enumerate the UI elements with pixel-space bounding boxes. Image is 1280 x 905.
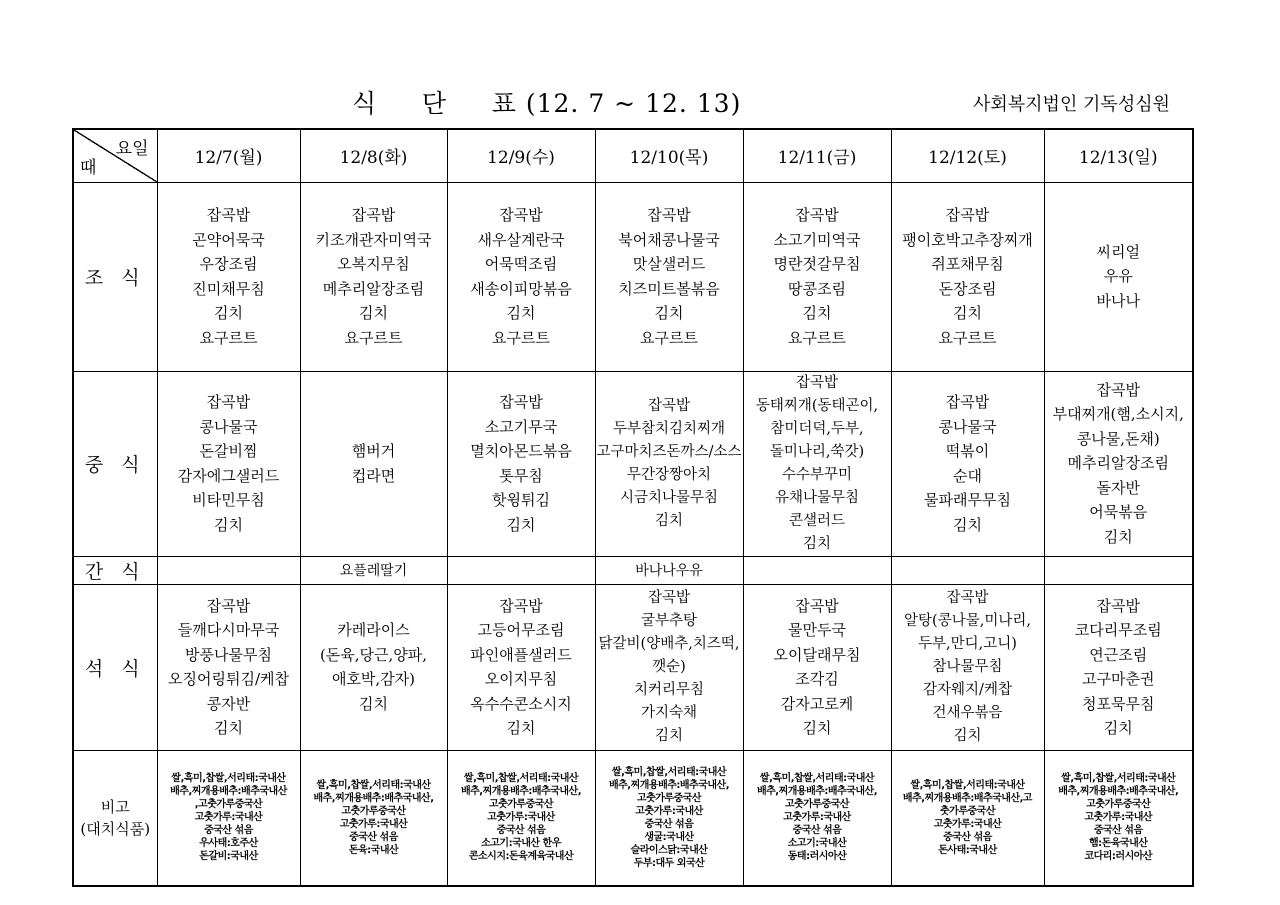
origin-note: 코다리:러시아산 — [1084, 851, 1153, 863]
date-header: 12/12(토) — [891, 129, 1044, 182]
menu-item: 김치 — [214, 304, 243, 322]
menu-item: 고구마춘권 — [1082, 670, 1155, 688]
snack-cell: 바나나우유 — [595, 556, 743, 584]
menu-item: 잡곡밥 — [795, 596, 839, 615]
menu-item: 땅콩조림 — [788, 279, 846, 298]
menu-cell — [1044, 584, 1193, 750]
menu-item: 어묵떡조림 — [484, 255, 558, 273]
origin-note: 소고기:국내산 한우 — [481, 838, 561, 850]
origin-note: 쌀,흑미,찹쌀,서리태:국내산 — [759, 773, 875, 785]
menu-item: 김치 — [802, 719, 832, 737]
origin-note: 두부:대두 외국산 — [633, 857, 705, 869]
origin-note: 고춧가루:국내산 — [933, 818, 1002, 830]
menu-item: 잡곡밥 — [945, 206, 990, 224]
menu-cell — [891, 371, 1044, 556]
origin-note-cell — [157, 750, 300, 886]
menu-item: 두부참치김치찌개 — [612, 420, 726, 437]
menu-item: 비타민무침 — [192, 491, 265, 509]
menu-item: 키조개관자미역국 — [315, 230, 432, 249]
meal-schedule-table — [72, 128, 1194, 887]
date-header: 12/10(목) — [595, 129, 743, 182]
origin-note: 햄:돈육국내산 — [1089, 838, 1148, 850]
menu-item: 콘샐러드 — [788, 512, 846, 529]
menu-item: 코다리무조림 — [1074, 621, 1162, 639]
menu-item: 잡곡밥 — [499, 596, 543, 615]
origin-note: 돈육:국내산 — [348, 844, 399, 856]
menu-item: 김치 — [359, 304, 388, 322]
menu-item: 어묵볶음 — [1089, 503, 1148, 522]
menu-item: 고등어무조림 — [477, 621, 565, 639]
menu-item: 진미채무침 — [192, 279, 265, 298]
menu-item: 돌자반 — [1096, 478, 1140, 497]
menu-item: 김치 — [1103, 527, 1133, 546]
menu-cell — [1044, 371, 1193, 556]
menu-cell — [447, 371, 595, 556]
menu-item: 잡곡밥 — [795, 374, 839, 391]
menu-item: 김치 — [802, 535, 831, 552]
menu-item: 가지숙채 — [640, 704, 698, 721]
date-header: 12/11(금) — [743, 129, 891, 182]
menu-item: 새우살계란국 — [477, 230, 565, 249]
menu-cell — [891, 182, 1044, 371]
page-title: 식 단 표 (12. 7 ~ 12. 13) — [352, 89, 742, 118]
menu-item: 바나나 — [1096, 291, 1140, 310]
menu-item: 청포묵무침 — [1082, 694, 1155, 713]
date-header: 12/13(일) — [1044, 129, 1193, 182]
menu-item: 돈장조림 — [938, 279, 997, 298]
menu-item: 우유 — [1103, 267, 1133, 286]
menu-cell — [595, 584, 743, 750]
menu-item: 치커리무침 — [633, 681, 705, 698]
origin-note: 고춧가루:국내산 — [487, 812, 555, 824]
menu-item: 닭갈비(양배추,치즈떡,깻순) — [598, 635, 740, 675]
notes-label-title: 비고 — [100, 797, 130, 816]
origin-note: 쌀,흑미,찹쌀,서리태:국내산 — [611, 766, 727, 778]
menu-item: 곤약어묵국 — [192, 230, 265, 249]
menu-item: 김치 — [953, 727, 982, 744]
menu-cell — [743, 182, 891, 371]
origin-note: 중국산 섞음 — [496, 825, 546, 837]
origin-note: 소고기:국내산 — [787, 838, 847, 850]
organization-name: 사회복지법인 기독성심원 — [973, 94, 1170, 115]
snack-cell — [157, 556, 300, 584]
menu-item: 메추리알장조림 — [1067, 454, 1169, 473]
origin-note: 중국산 섞음 — [792, 825, 842, 837]
origin-note: 배추,찌개용배추:배추국내산, — [756, 786, 878, 798]
menu-item: 잡곡밥 — [499, 206, 543, 224]
menu-item: 참나물무침 — [932, 658, 1003, 675]
origin-note: 쌀,흑미,찹쌀,서리태:국내산 — [910, 779, 1025, 791]
menu-item: 오이달래무침 — [773, 645, 861, 664]
origin-note: 동태:러시아산 — [787, 851, 847, 863]
menu-item: 요구르트 — [938, 328, 997, 347]
corner-cell — [73, 129, 157, 182]
origin-note: 슬라이스닭:국내산 — [630, 844, 708, 856]
breakfast-row — [73, 182, 1193, 371]
origin-note-cell — [891, 750, 1044, 886]
menu-item: 콩나물국 — [938, 417, 997, 436]
menu-cell — [300, 584, 447, 750]
menu-item: 햄버거 — [351, 442, 396, 460]
snack-row — [73, 556, 1193, 584]
origin-note-cell — [300, 750, 447, 886]
notes-label — [73, 750, 157, 886]
menu-item: 잡곡밥 — [946, 589, 989, 606]
origin-note: 고춧가루중국산 — [488, 799, 554, 811]
menu-cell — [891, 584, 1044, 750]
notes-label-subtitle: (대치식품) — [80, 819, 151, 838]
origin-note: 쌀,흑미,찹쌀,서리태:국내산 — [1061, 773, 1176, 785]
menu-cell — [595, 182, 743, 371]
menu-item: 컵라면 — [351, 466, 396, 485]
menu-item: 감자웨지/케찹 — [923, 681, 1012, 698]
origin-note: 중국산 섞음 — [204, 825, 253, 837]
origin-note: 고춧가루중국산 — [636, 792, 702, 804]
origin-note: 배추,찌개용배추:배추국내산, — [608, 779, 730, 791]
menu-cell — [157, 182, 300, 371]
date-header: 12/9(수) — [447, 129, 595, 182]
menu-item: 잡곡밥 — [647, 206, 691, 224]
menu-item: 김치 — [506, 719, 536, 737]
origin-note: 쌀,흑미,찹쌀,서리태:국내산 — [316, 779, 431, 791]
origin-note: 고춧가루:국내산 — [783, 812, 851, 824]
menu-item: 감자고로케 — [780, 694, 854, 713]
origin-note: 중국산 섞음 — [1093, 825, 1143, 837]
menu-item: 조각김 — [795, 670, 839, 688]
origin-note: 춧가루중국산 — [940, 805, 995, 817]
menu-cell — [743, 584, 891, 750]
menu-cell — [595, 371, 743, 556]
menu-item: 요구르트 — [199, 328, 258, 347]
menu-item: 잡곡밥 — [206, 596, 251, 615]
menu-item: 들깨다시마무국 — [177, 621, 280, 639]
menu-item: 맛살샐러드 — [632, 255, 706, 273]
breakfast-label: 조 식 — [73, 182, 157, 371]
menu-item: 요구르트 — [492, 328, 550, 347]
date-header: 12/7(월) — [157, 129, 300, 182]
origin-note: 돈사태:국내산 — [938, 844, 997, 856]
menu-item: 떡볶이 — [945, 442, 990, 460]
origin-note: 배추,찌개용배추:배추국내산, — [460, 786, 582, 798]
origin-note: 우사태:호주산 — [199, 838, 258, 850]
lunch-label: 중 식 — [73, 371, 157, 556]
menu-item: 카레라이스 — [337, 621, 410, 639]
corner-meal-label: 때 — [80, 157, 97, 178]
origin-note: 고춧가루중국산 — [341, 805, 406, 817]
origin-note: 배추,찌개용배추:배추국내산, — [313, 792, 434, 804]
origin-note: 쌀,흑미,찹쌀,서리태:국내산 — [171, 773, 286, 785]
dinner-row — [73, 584, 1193, 750]
menu-item: 소고기미역국 — [773, 230, 861, 249]
origin-note: 고춧가루:국내산 — [339, 818, 408, 830]
date-header: 12/8(화) — [300, 129, 447, 182]
menu-item: 굴부추탕 — [640, 612, 698, 629]
origin-note: 고춧가루:국내산 — [194, 812, 263, 824]
menu-item: 씨리얼 — [1096, 242, 1140, 261]
menu-item: 시금치나물무침 — [619, 489, 719, 506]
menu-item: 김치 — [953, 304, 982, 322]
menu-cell — [157, 584, 300, 750]
menu-item: 김치 — [214, 719, 243, 737]
menu-item: 건새우볶음 — [932, 704, 1003, 721]
menu-item: 잡곡밥 — [647, 589, 691, 606]
menu-item: 콩자반 — [206, 694, 251, 713]
menu-item: 순대 — [953, 466, 982, 485]
origin-note: ,고춧가루중국산 — [194, 799, 263, 811]
menu-item: 돈갈비찜 — [199, 442, 258, 460]
menu-item: 방풍나물무침 — [185, 645, 272, 664]
menu-item: 김치 — [953, 515, 982, 534]
menu-cell — [447, 182, 595, 371]
menu-item: 잡곡밥 — [206, 206, 251, 224]
origin-note: 쌀,흑미,찹쌀,서리태:국내산 — [463, 773, 579, 785]
menu-cell — [1044, 182, 1193, 371]
menu-item: 오징어링튀김/케찹 — [168, 670, 289, 688]
menu-item: 잡곡밥 — [206, 393, 251, 411]
menu-item: 우장조림 — [199, 255, 258, 273]
menu-item: 콩나물국 — [199, 417, 258, 436]
menu-item: 김치 — [654, 727, 683, 744]
menu-item: 김치 — [654, 304, 684, 322]
menu-item: 부대찌개(햄,소시지,콩나물,돈채) — [1052, 405, 1184, 448]
menu-item: 요구르트 — [344, 328, 403, 347]
origin-note: 배추,찌개용배추:배추국내산, — [1058, 786, 1179, 798]
origin-note-cell — [743, 750, 891, 886]
snack-cell — [1044, 556, 1193, 584]
menu-item: 북어채콩나물국 — [618, 230, 720, 249]
menu-item: 오이지무침 — [484, 670, 558, 688]
menu-item: 연근조림 — [1089, 645, 1148, 664]
origin-note: 중국산 섞음 — [349, 831, 398, 843]
menu-item: 김치 — [506, 304, 536, 322]
menu-cell — [300, 182, 447, 371]
menu-item: 물파래무무침 — [924, 491, 1011, 509]
menu-item: 잡곡밥 — [945, 393, 990, 411]
origin-note: 콘소시지:돈육계육국내산 — [468, 851, 574, 863]
menu-item: 팽이호박고추장찌개 — [902, 230, 1033, 249]
menu-item: 옥수수콘소시지 — [470, 694, 572, 713]
menu-item: 잡곡밥 — [1096, 596, 1140, 615]
snack-cell — [891, 556, 1044, 584]
menu-item: 메추리알장조림 — [322, 279, 425, 298]
menu-item: 새송이피망볶음 — [470, 279, 572, 298]
origin-note: 돈갈비:국내산 — [199, 851, 258, 863]
menu-item: 잡곡밥 — [499, 393, 543, 411]
menu-item: 유채나물무침 — [774, 489, 860, 506]
origin-note: 배추,찌개용배추:배추국내산 — [170, 786, 287, 798]
menu-item: 요구르트 — [640, 328, 698, 347]
snack-cell: 요플레딸기 — [300, 556, 447, 584]
menu-item: 수수부꾸미 — [781, 466, 853, 483]
menu-item: 멸치아몬드볶음 — [470, 442, 572, 460]
origin-note: 배추,찌개용배추:배추국내산,고 — [902, 792, 1033, 804]
lunch-row — [73, 371, 1193, 556]
menu-item: 요구르트 — [788, 328, 846, 347]
origin-note: 고춧가루:국내산 — [1084, 812, 1153, 824]
origin-note: 고춧가루중국산 — [784, 799, 850, 811]
menu-item: 잡곡밥 — [647, 397, 691, 414]
menu-item: 김치 — [214, 515, 243, 534]
menu-item: 소고기무국 — [484, 417, 558, 436]
menu-cell — [743, 371, 891, 556]
origin-note: 고춧가루중국산 — [1086, 799, 1151, 811]
header-row — [73, 129, 1193, 182]
menu-item: 물만두국 — [788, 621, 846, 639]
snack-cell — [743, 556, 891, 584]
origin-note-cell — [595, 750, 743, 886]
menu-item: 명란젓갈무침 — [773, 255, 861, 273]
menu-item: (돈육,당근,양파,애호박,감자) — [319, 645, 428, 688]
menu-item: 잡곡밥 — [1096, 380, 1140, 399]
menu-item: 고구마치즈돈까스/소스 — [596, 443, 742, 460]
menu-item: 김치 — [802, 304, 832, 322]
menu-item: 파인애플샐러드 — [470, 645, 572, 664]
menu-item: 김치 — [359, 694, 388, 713]
menu-item: 치즈미트볼볶음 — [618, 279, 720, 298]
origin-note: 중국산 섞음 — [644, 818, 694, 830]
menu-item: 잡곡밥 — [351, 206, 396, 224]
snack-label: 간 식 — [73, 556, 157, 584]
menu-cell — [447, 584, 595, 750]
menu-item: 잡곡밥 — [795, 206, 839, 224]
origin-note-cell — [1044, 750, 1193, 886]
menu-item: 김치 — [506, 515, 536, 534]
snack-cell — [447, 556, 595, 584]
menu-item: 감자에그샐러드 — [177, 466, 280, 485]
dinner-label: 석 식 — [73, 584, 157, 750]
menu-item: 톳무침 — [499, 466, 543, 485]
menu-cell — [157, 371, 300, 556]
menu-item: 오복지무침 — [337, 255, 410, 273]
origin-note: 중국산 섞음 — [943, 831, 992, 843]
notes-row — [73, 750, 1193, 886]
menu-item: 알탕(콩나물,미나리,두부,만디,고니) — [904, 612, 1031, 652]
corner-day-label: 요일 — [115, 139, 149, 159]
menu-item: 핫윙튀김 — [492, 491, 550, 509]
menu-item: 김치 — [1103, 719, 1133, 737]
menu-item: 김치 — [654, 512, 683, 529]
origin-note-cell — [447, 750, 595, 886]
menu-item: 무간장짱아치 — [626, 466, 712, 483]
origin-note: 생굴:국내산 — [644, 831, 694, 843]
menu-cell — [300, 371, 447, 556]
menu-item: 쥐포채무침 — [931, 255, 1004, 273]
origin-note: 고춧가루:국내산 — [635, 805, 703, 817]
menu-item: 동태찌개(동태곤이,참미더덕,두부,돌미나리,쑥갓) — [755, 397, 879, 460]
